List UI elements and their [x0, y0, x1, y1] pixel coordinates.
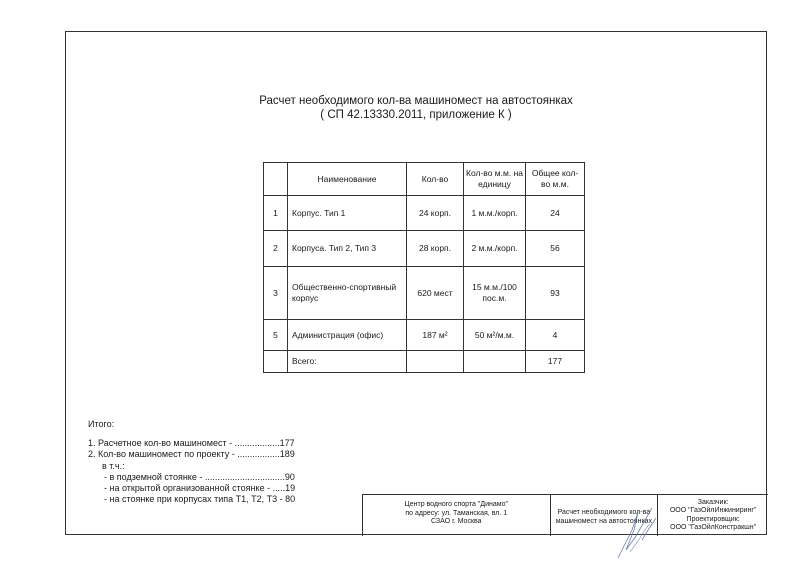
cell-num: 1: [264, 196, 288, 231]
cell-qty: 620 мест: [407, 267, 464, 320]
table-row: [264, 267, 585, 320]
stamp-sheet-line: машиномест на автостоянках: [555, 517, 653, 525]
cell-qty: 24 корп.: [407, 196, 464, 231]
summary-line: 2. Кол-во машиномест по проекту - .................189: [88, 449, 295, 460]
parking-calculation-table: [263, 162, 585, 373]
document-title: [66, 94, 766, 122]
cell-name: Корпус. Тип 1: [288, 196, 407, 231]
cell-qty: 28 корп.: [407, 231, 464, 267]
table-header-row: [264, 163, 585, 196]
cell-per-unit: 15 м.м./100 пос.м.: [464, 267, 526, 320]
stamp-project-line: СЗАО г. Москва: [430, 518, 482, 525]
stamp-project-line: Центр водного спорта "Динамо": [404, 501, 508, 508]
cell-num: 3: [264, 267, 288, 320]
cell-total: 4: [526, 320, 585, 351]
stamp-customer-name: ООО "ГазОйлИнжиниринг": [669, 507, 757, 514]
cell-total: 93: [526, 267, 585, 320]
table-row: [264, 196, 585, 231]
cell-qty: 187 м²: [407, 320, 464, 351]
stamp-customer-label: Заказчик:: [697, 498, 729, 506]
cell-total: 24: [526, 196, 585, 231]
header-name: Наименование: [288, 163, 407, 196]
cell-per-unit: [464, 351, 526, 373]
stamp-sheet-line: Расчет необходимого кол-ва: [557, 509, 651, 516]
title-line-1: Расчет необходимого кол-ва машиномест на автостоянках: [259, 95, 573, 107]
cell-name: Администрация (офис): [288, 320, 407, 351]
cell-name: Общественно-спортивный корпус: [288, 267, 407, 320]
cell-per-unit: 2 м.м./корп.: [464, 231, 526, 267]
stamp-project-cell: [363, 495, 551, 536]
summary-line: 1. Расчетное кол-во машиномест - ..................177: [88, 438, 295, 449]
summary-block: [88, 419, 295, 505]
summary-line: - на открытой организованной стоянке - .....19: [104, 483, 296, 494]
summary-heading: Итого:: [88, 419, 115, 429]
table-row: [264, 231, 585, 267]
cell-num: [264, 351, 288, 373]
cell-per-unit: 50 м²/м.м.: [464, 320, 526, 351]
cell-per-unit: 1 м.м./корп.: [464, 196, 526, 231]
header-per-unit: Кол-во м.м. на единицу: [464, 163, 526, 196]
cell-num: 2: [264, 231, 288, 267]
header-total: Общее кол-во м.м.: [526, 163, 585, 196]
cell-total: 177: [526, 351, 585, 373]
cell-total: 56: [526, 231, 585, 267]
table-row: [264, 320, 585, 351]
summary-line: - в подземной стоянке - ................................90: [104, 471, 295, 482]
table-total-row: [264, 351, 585, 373]
cell-name: Корпуса. Тип 2, Тип 3: [288, 231, 407, 267]
summary-line: - на стоянке при корпусах типа Т1, Т2, Т3 - 80: [104, 494, 296, 505]
title-block-stamp: [362, 494, 768, 536]
summary-line: в т.ч.:: [102, 460, 125, 471]
title-line-2: ( СП 42.13330.2011, приложение К ): [320, 109, 512, 121]
cell-qty: [407, 351, 464, 373]
header-qty: Кол-во: [407, 163, 464, 196]
drawing-sheet-frame: [65, 31, 767, 535]
cell-name: Всего:: [288, 351, 407, 373]
stamp-project-line: по адресу: ул. Таманская, вл. 1: [405, 509, 508, 517]
stamp-designer-name: ООО "ГазОйлКонстракшн": [670, 524, 757, 531]
header-num: [264, 163, 288, 196]
handwritten-signature: [612, 500, 662, 560]
stamp-organizations-cell: [658, 495, 768, 536]
stamp-designer-label: Проектировщик:: [686, 515, 740, 523]
cell-num: 5: [264, 320, 288, 351]
